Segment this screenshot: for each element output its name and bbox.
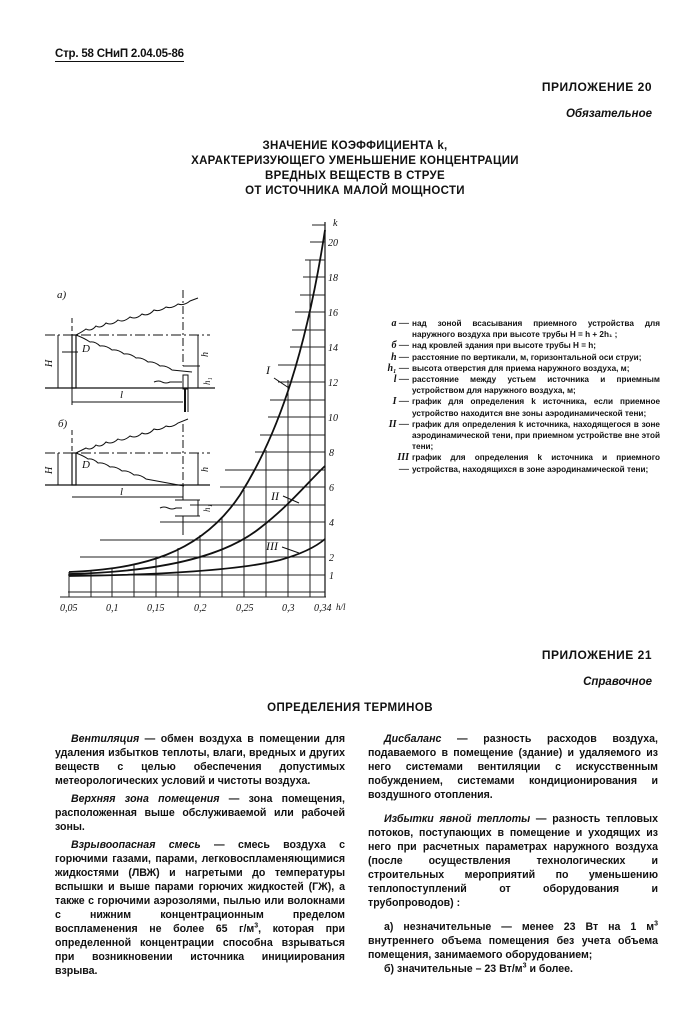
appendix-20-title: ПРИЛОЖЕНИЕ 20 — [541, 80, 652, 94]
dim-l: l — [120, 389, 124, 401]
dim-h: h — [200, 467, 211, 472]
term-definition: Верхняя зона помещения — зона помещения, расположенная выше обслуживаемой или рабочей зоны. — [55, 793, 345, 833]
curve-I — [69, 230, 325, 572]
dim-l: l — [120, 486, 124, 498]
y-tick: 20 — [328, 238, 338, 249]
appendix-20-status: Обязательное — [565, 108, 652, 120]
term-definition: Вентиляция — обмен воздуха в помещении для удаления избытков теплоты, влаги, вредных и других веществ с целью обеспечения допустимых метеорологических условий и чистоты воздуха. — [55, 733, 345, 787]
heading-line: ОТ ИСТОЧНИКА МАЛОЙ МОЩНОСТИ — [245, 185, 465, 197]
diagram-b-label: б) — [58, 418, 68, 430]
term-definition: Дисбаланс — разность расходов воздуха, подаваемого в помещение (здание) и удаляемого из него системами вентиляции с искусственным побуждением, системами кондиционирования и воздушного отопления. — [368, 733, 658, 801]
legend-item: l — расстояние между устьем источника и приемным устройством для наружного воздуха, м; — [393, 374, 660, 396]
curve-label-II: II — [271, 489, 279, 503]
legend-item: I — график для определения k источника, если приемное устройство находится вне зоны аэродинамической тени; — [392, 396, 660, 418]
chart-legend — [385, 318, 660, 475]
diagram-a-label: а) — [57, 289, 67, 301]
dim-D: D — [82, 343, 90, 355]
y-axis-label: k — [333, 218, 338, 229]
y-tick: 4 — [329, 518, 334, 529]
y-tick: 6 — [329, 483, 334, 494]
terms-heading: ОПРЕДЕЛЕНИЯ ТЕРМИНОВ — [267, 702, 433, 714]
heading-line: ВРЕДНЫХ ВЕЩЕСТВ В СТРУЕ — [265, 170, 445, 182]
heading-line: ХАРАКТЕРИЗУЮЩЕГО УМЕНЬШЕНИЕ КОНЦЕНТРАЦИИ — [191, 155, 519, 167]
x-axis-label: h/l — [336, 602, 346, 612]
y-tick: 18 — [328, 273, 338, 284]
dim-h: h — [200, 352, 211, 357]
y-tick: 10 — [328, 413, 338, 424]
legend-item: II — график для определения k источника, находящегося в зоне аэродинамической тени, при приемном устройстве вне этой тени; — [388, 418, 660, 452]
term-definition: Избытки явной теплоты — разность тепловых потоков, поступающих в помещение и уходящих из него при расчетных параметрах наружного воздуха (после осуществления технологических и строительных мероприятий по уменьшению теплопоступлений от оборудования и трубопроводов) : — [368, 813, 658, 909]
x-tick: 0,15 — [147, 603, 165, 614]
legend-item: III — график для определения k источника и приемного устройства, находящихся в зоне аэродинамической тени; — [397, 452, 660, 475]
dim-h1: h₁ — [202, 377, 212, 385]
x-tick: 0,25 — [236, 603, 254, 614]
y-tick: 8 — [329, 448, 334, 459]
terms-right-column — [368, 732, 658, 980]
page-reference: Стр. 58 СНиП 2.04.05-86 — [55, 48, 184, 60]
chart-curves — [69, 230, 325, 576]
curve-label-I: I — [266, 363, 270, 377]
x-tick: 0,1 — [106, 603, 119, 614]
list-item: а) незначительные — менее 23 Вт на 1 $м^3$ внутреннего объема помещения без учета объема помещения, занимаемого оборудованием; — [368, 920, 658, 961]
legend-item: б — над кровлей здания при высоте трубы H = h; — [391, 340, 597, 352]
dim-H: H — [44, 466, 55, 474]
y-tick: 16 — [328, 308, 338, 319]
y-tick: 2 — [329, 553, 334, 564]
x-tick: 0,34 — [314, 603, 332, 614]
dim-h1: h₁ — [202, 504, 212, 512]
curve-label-III: III — [266, 539, 278, 553]
x-tick: 0,05 — [60, 603, 78, 614]
terms-left-column — [55, 732, 345, 982]
term-definition: Взрывоопасная смесь — смесь воздуха с горючими газами, парами, легковоспламеняющимися жидкостями (ЛВЖ) и нагретыми до температуры вспышки и выше парами горючих жидкостей (ГЖ), а также с горючими аэрозолями, пылью или волокнами с нижним концентрационным пределом воспламенения не более 65 $г/м^3$, которая при определенной концентрации способна взрываться при возникновении источника инициирования взрыва. — [55, 839, 345, 977]
diagram-a — [45, 290, 215, 412]
y-tick: 1 — [329, 571, 334, 582]
list-item: б) значительные – 23 $Вт/м^3$ и более. — [384, 962, 573, 975]
legend-item: h₁ — высота отверстия для приема наружного воздуха, м; — [387, 362, 630, 374]
legend-item: а — над зоной всасывания приемного устройства для наружного воздуха при высоте трубы H = h + 2h₁ ; — [391, 318, 660, 340]
appendix-21-title: ПРИЛОЖЕНИЕ 21 — [541, 648, 652, 662]
y-tick: 12 — [328, 378, 338, 389]
dim-D: D — [82, 459, 90, 471]
appendix-21-status: Справочное — [583, 676, 652, 688]
legend-item: h — расстояние по вертикали, м, горизонтальной оси струи; — [390, 351, 642, 363]
x-tick: 0,3 — [282, 603, 295, 614]
x-tick: 0,2 — [194, 603, 207, 614]
diagram-b — [45, 419, 210, 535]
heading-line: ЗНАЧЕНИЕ КОЭФФИЦИЕНТА k, — [262, 140, 448, 152]
y-tick: 14 — [328, 343, 338, 354]
dim-H: H — [44, 359, 55, 367]
